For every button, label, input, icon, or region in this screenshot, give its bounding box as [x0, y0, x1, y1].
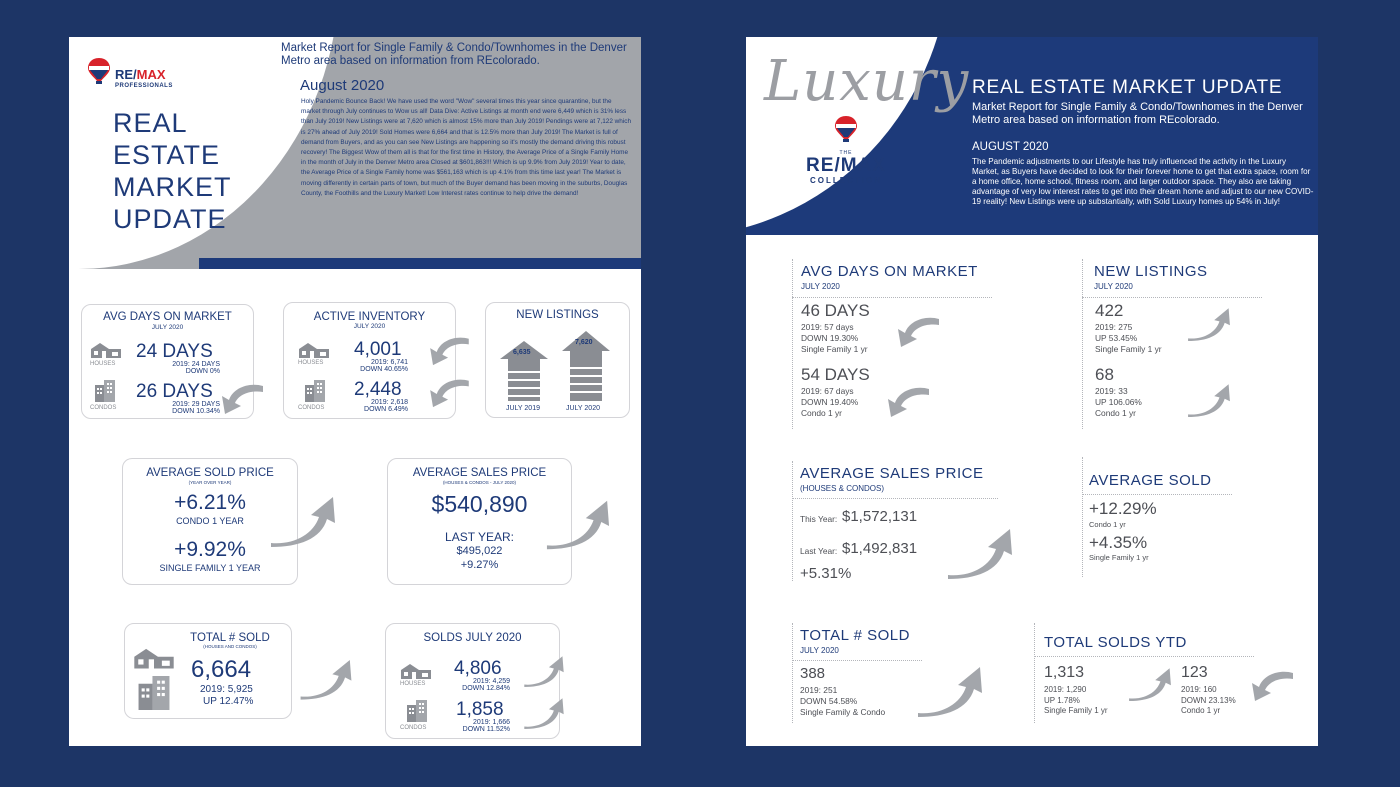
condo-details — [1181, 685, 1236, 717]
card-subtitle: (HOUSES AND CONDOS) — [203, 644, 257, 649]
condos-change: DOWN 10.34% — [172, 408, 220, 415]
sf-label: Single Family 1 yr — [1089, 553, 1149, 562]
condos-prev: 2019: 2,618 — [371, 399, 408, 406]
logo-brand: RE/MAX — [806, 155, 886, 176]
divider — [1082, 259, 1083, 429]
arrow-up-icon — [1184, 307, 1234, 341]
sf-change-value: +9.92% — [174, 538, 246, 561]
total-sold-prev: 2019: 251 — [800, 685, 838, 695]
card-subtitle: (HOUSES & CONDOS - JULY 2020) — [442, 480, 517, 485]
last-year-value: $1,492,831 — [842, 540, 918, 557]
condo-prev: 2019: 33 — [1095, 386, 1128, 396]
logo-the: THE — [839, 150, 853, 156]
condos-value: 26 DAYS — [136, 381, 213, 402]
header-navy-band — [199, 258, 641, 269]
divider — [792, 623, 793, 723]
arrow-up-icon — [269, 495, 337, 547]
arrow-down-icon — [882, 385, 934, 419]
section-subtitle: JULY 2020 — [801, 282, 840, 291]
sf-value: 422 — [1095, 301, 1124, 320]
condo-icon — [137, 674, 171, 712]
logo-sub: PROFESSIONALS — [115, 83, 173, 89]
report-page-luxury — [746, 37, 1318, 746]
last-year-label: LAST YEAR: — [445, 530, 514, 544]
arrow-down-icon — [1248, 669, 1296, 703]
bar1-value: 6,635 — [513, 349, 531, 356]
arrow-down-icon — [427, 377, 471, 409]
title-line: ESTATE — [113, 140, 221, 170]
arrow-up-icon — [910, 665, 990, 717]
condo-label: Condo 1 yr — [1089, 520, 1126, 529]
sf-change: DOWN 19.30% — [801, 333, 859, 343]
sales-price-change: +5.31% — [800, 565, 852, 582]
sf-change: UP 53.45% — [1095, 333, 1138, 343]
sf-label: Single Family 1 yr — [1095, 344, 1162, 354]
houses-change: DOWN 0% — [185, 368, 220, 375]
house-icon — [133, 646, 175, 670]
condos-label: CONDOS — [298, 405, 325, 411]
houses-change: DOWN 12.84% — [462, 685, 510, 692]
houses-prev: 2019: 24 DAYS — [172, 361, 220, 368]
report-month: AUGUST 2020 — [972, 141, 1049, 153]
last-year-label: Last Year: — [800, 546, 838, 556]
condo-label: Condo 1 yr — [1095, 408, 1136, 418]
arrow-up-icon — [940, 527, 1020, 579]
market-commentary: Holy Pandemic Bounce Back! We have used the word "Wow" several times this year since quarantine, but the market through July continues to Wow us all! Data Dive: Active Listings at month end were 6,449 which is 31% less than July 2019! New Listings were at 7,620 which is almost 15% more than July 2019! Pendings were at 7,122 which is 27% ahead of July 2019! Sold Homes were 6,664 and that is 12.5% more than July 2019! The Market is full of demand from Buyers, and as you can see New Listings are happening so it's mostly the demand driving this robust recovery! The Biggest Wow of them all is that for the first time in History, the Average Price of a Single Family Home in the month of July in the Denver Metro area Closed at $601,863!!! Which is up 9.9% from July 2019! Year to date, the Average Price of a Single Family home was $561,163 which is up 4.1% from this time last year! The Market is moving differently in certain parts of town, but much of the Buyer demand has been moving in the suburbs, Douglas County, the Foothills and the Luxury Market! Low Interest rates continue to help drive the demand! — [301, 98, 632, 197]
condo-change-value: +6.21% — [174, 491, 246, 514]
total-sold-change: UP 12.47% — [203, 696, 254, 707]
total-sold-details — [800, 685, 885, 718]
divider — [792, 297, 992, 298]
arrow-down-icon — [427, 335, 471, 367]
condo-value: 123 — [1181, 664, 1208, 681]
condos-value: 2,448 — [354, 379, 402, 400]
house-icon — [400, 662, 432, 680]
condo-change: DOWN 19.40% — [801, 397, 859, 407]
last-year-value: $495,022 — [456, 545, 503, 557]
condos-prev: 2019: 1,666 — [473, 719, 510, 726]
divider — [1082, 297, 1262, 298]
condo-icon — [406, 699, 428, 723]
card-title: ACTIVE INVENTORY — [313, 311, 426, 323]
balloon-icon — [834, 115, 858, 143]
arrow-up-icon — [523, 697, 565, 729]
card-title: NEW LISTINGS — [516, 309, 599, 321]
sf-label: SINGLE FAMILY 1 YEAR — [159, 563, 261, 573]
condo-label: Condo 1 yr — [801, 408, 842, 418]
section-title: NEW LISTINGS — [1094, 263, 1208, 280]
section-title: AVG DAYS ON MARKET — [801, 263, 978, 280]
arrow-down-icon — [892, 315, 944, 349]
houses-value: 4,001 — [354, 339, 402, 360]
total-sold-label: Single Family & Condo — [800, 707, 886, 717]
condo-prev: 2019: 67 days — [801, 386, 854, 396]
houses-prev: 2019: 4,259 — [473, 678, 510, 685]
condo-value: 68 — [1095, 365, 1114, 384]
total-sold-value: 6,664 — [191, 656, 252, 683]
total-sold-prev: 2019: 5,925 — [200, 684, 253, 695]
sales-price-value: $540,890 — [431, 491, 528, 517]
sf-label: Single Family 1 yr — [801, 344, 868, 354]
sf-prev: 2019: 1,290 — [1044, 685, 1087, 694]
section-subtitle: JULY 2020 — [800, 646, 839, 655]
card-title: SOLDS JULY 2020 — [423, 632, 522, 644]
sf-details — [1095, 322, 1162, 355]
arrow-up-icon — [1184, 383, 1234, 417]
card-subtitle: JULY 2020 — [151, 324, 184, 331]
sf-change-value: +4.35% — [1089, 533, 1148, 552]
divider — [1034, 656, 1254, 657]
arrow-down-icon — [219, 382, 265, 416]
arrow-up-icon — [545, 498, 611, 550]
sf-prev: 2019: 275 — [1095, 322, 1133, 332]
sf-value: 46 DAYS — [801, 301, 870, 320]
condo-change: UP 106.06% — [1095, 397, 1142, 407]
houses-change: DOWN 40.65% — [360, 366, 408, 373]
arrow-up-icon — [1126, 667, 1174, 701]
section-subtitle: JULY 2020 — [1094, 282, 1133, 291]
title-line: MARKET — [113, 172, 232, 202]
condo-details — [1095, 386, 1142, 419]
title-line: UPDATE — [113, 204, 227, 234]
this-year-label: This Year: — [800, 514, 838, 524]
this-year-value: $1,572,131 — [842, 508, 918, 525]
condo-change-value: +12.29% — [1089, 499, 1157, 518]
sf-value: 1,313 — [1044, 664, 1085, 681]
condo-value: 54 DAYS — [801, 365, 870, 384]
house-icon — [298, 341, 330, 359]
house-icon — [90, 341, 122, 359]
houses-value: 24 DAYS — [136, 341, 213, 362]
houses-label: HOUSES — [90, 361, 116, 367]
section-title: TOTAL # SOLD — [800, 627, 910, 644]
sf-details — [1044, 685, 1108, 717]
report-page-denver — [69, 37, 641, 746]
title-line: REAL — [113, 108, 188, 138]
divider — [792, 660, 922, 661]
houses-value: 4,806 — [454, 658, 502, 679]
section-title: AVERAGE SOLD — [1089, 472, 1212, 489]
divider — [792, 461, 793, 581]
balloon-icon — [87, 57, 111, 85]
condos-label: CONDOS — [90, 405, 117, 411]
intro-text: Market Report for Single Family & Condo/Townhomes in the Denver Metro area based on information from REcolorado. — [972, 101, 1303, 126]
condos-label: CONDOS — [400, 725, 427, 731]
luxury-script-logo: Luxury — [764, 49, 970, 114]
condos-value: 1,858 — [456, 699, 504, 720]
condo-icon — [94, 379, 116, 403]
card-subtitle: (YEAR OVER YEAR) — [188, 480, 232, 485]
sf-details — [801, 322, 868, 355]
logo-collection: COLLECTION — [810, 176, 882, 185]
total-sold-card — [124, 623, 292, 719]
total-sold-change: DOWN 54.58% — [800, 696, 858, 706]
logo-brand: RE/MAX — [115, 67, 166, 82]
sf-prev: 2019: 57 days — [801, 322, 854, 332]
sales-price-change: +9.27% — [460, 559, 499, 571]
divider — [1034, 623, 1035, 723]
condos-change: DOWN 11.52% — [462, 726, 510, 733]
arrow-up-icon — [299, 653, 353, 705]
section-subtitle: (HOUSES & CONDOS) — [800, 484, 885, 493]
condo-label: CONDO 1 YEAR — [176, 516, 244, 526]
total-sold-value: 388 — [800, 665, 826, 682]
remax-professionals-logo — [87, 57, 173, 90]
arrow-up-icon — [523, 655, 565, 687]
card-title: AVERAGE SOLD PRICE — [146, 467, 274, 479]
houses-label: HOUSES — [298, 360, 324, 366]
sf-change: UP 1.78% — [1044, 695, 1080, 705]
bar2-label: JULY 2020 — [566, 405, 600, 412]
card-title: AVG DAYS ON MARKET — [103, 311, 232, 323]
condo-details — [801, 386, 858, 419]
section-title: TOTAL SOLDS YTD — [1044, 634, 1187, 651]
condo-label: Condo 1 yr — [1181, 706, 1221, 715]
houses-label: HOUSES — [400, 681, 426, 687]
bar1-label: JULY 2019 — [506, 405, 540, 412]
condos-change: DOWN 6.49% — [364, 406, 408, 413]
houses-prev: 2019: 6,741 — [371, 359, 408, 366]
divider — [1082, 457, 1083, 577]
divider — [1082, 494, 1232, 495]
divider — [792, 259, 793, 429]
market-commentary: The Pandemic adjustments to our Lifestyle has truly influenced the activity in the Luxury Market, as Buyers have decided to look for their forever home to get that extra space, room for a home office, home school, fitness room, and larger outdoor space. They also are taking advantage of very low interest rates to get into their dream home and adjust to our new COVID-19 reality! New Listings were up substantially, with Sold Luxury homes up 54% in July! — [972, 157, 1314, 207]
divider — [792, 498, 998, 499]
report-month: August 2020 — [300, 77, 385, 94]
condo-change: DOWN 23.13% — [1181, 695, 1236, 705]
page-title: REAL ESTATE MARKET UPDATE — [972, 77, 1283, 98]
page-title — [113, 107, 232, 235]
section-title: AVERAGE SALES PRICE — [800, 465, 984, 482]
intro-text: Market Report for Single Family & Condo/Townhomes in the Denver Metro area based on information from REcolorado. — [281, 42, 627, 67]
condo-icon — [304, 379, 326, 403]
sf-label: Single Family 1 yr — [1044, 706, 1108, 715]
new-listings-card — [485, 302, 630, 418]
condo-prev: 2019: 160 — [1181, 685, 1217, 694]
card-title: AVERAGE SALES PRICE — [412, 467, 547, 479]
bar2-value: 7,620 — [575, 339, 593, 346]
card-subtitle: JULY 2020 — [353, 323, 386, 330]
condos-prev: 2019: 29 DAYS — [172, 401, 220, 408]
card-title: TOTAL # SOLD — [190, 632, 270, 644]
remax-collection-logo — [801, 115, 891, 185]
